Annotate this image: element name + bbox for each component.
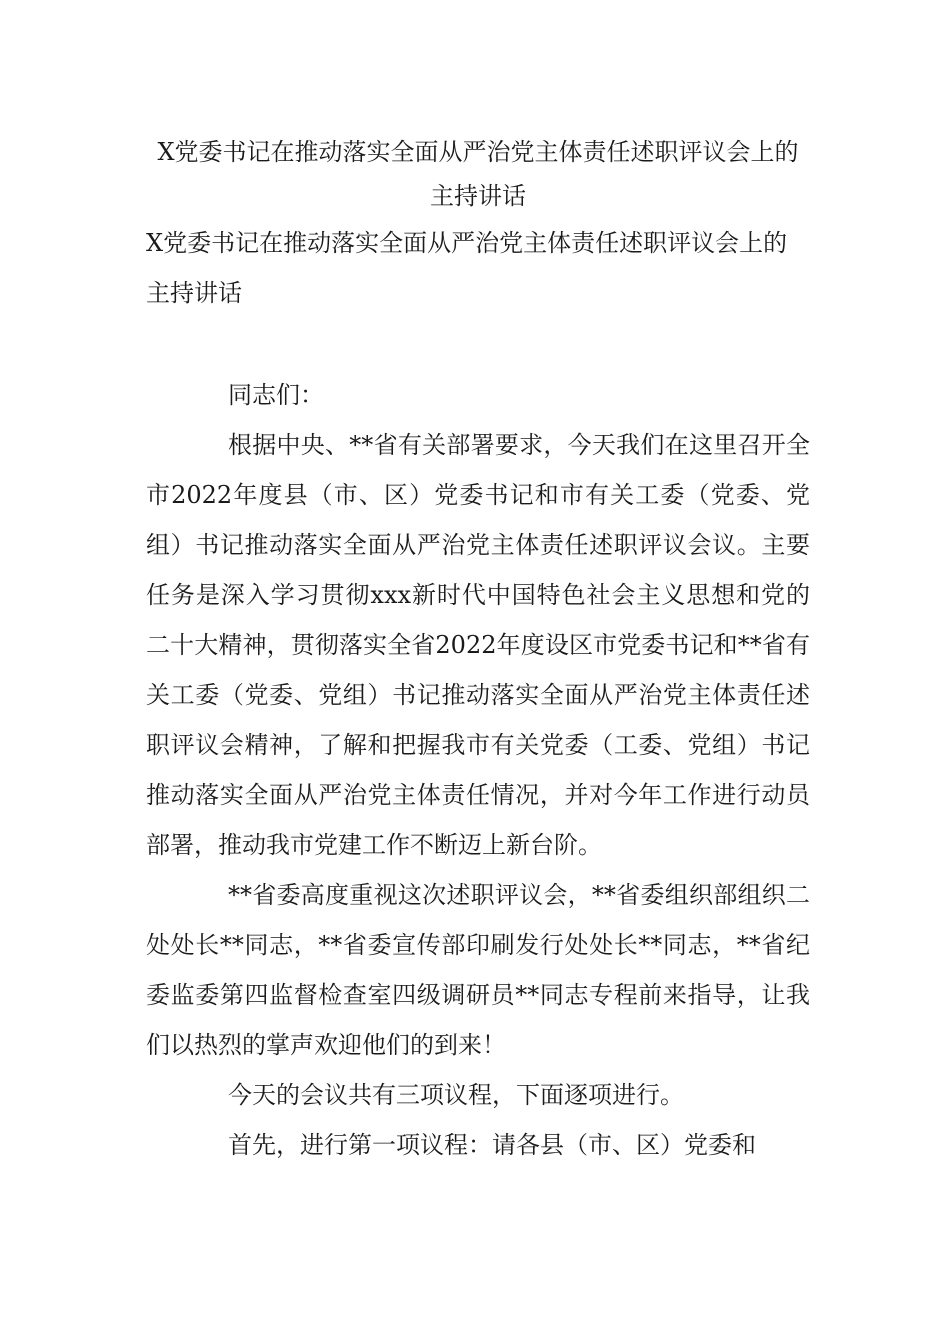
document-page — [146, 130, 810, 1170]
paragraph-1: 根据中央、**省有关部署要求，今天我们在这里召开全市2022年度县（市、区）党委书记和市有关工委（党委、党组）书记推动落实全面从严治党主体责任述职评议会议。主要任务是深入学习贯彻xxx新时代中国特色社会主义思想和党的二十大精神，贯彻落实全省2022年度设区市党委书记和**省有关工委（党委、党组）书记推动落实全面从严治党主体责任述职评议会精神，了解和把握我市有关党委（工委、党组）书记推动落实全面从严治党主体责任情况，并对今年工作进行动员部署，推动我市党建工作不断迈上新台阶。 — [146, 431, 810, 859]
paragraph-3: 今天的会议共有三项议程，下面逐项进行。 — [228, 1081, 684, 1109]
document-subtitle: X党委书记在推动落实全面从严治党主体责任述职评议会上的主持讲话 — [146, 229, 788, 307]
paragraph-4: 首先，进行第一项议程：请各县（市、区）党委和 — [228, 1131, 756, 1159]
paragraph-2: **省委高度重视这次述职评议会，**省委组织部组织二处处长**同志，**省委宣传部印刷发行处处长**同志，**省纪委监委第四监督检查室四级调研员**同志专程前来指导，让我们以热烈的掌声欢迎他们的到来！ — [146, 881, 810, 1059]
greeting: 同志们： — [228, 381, 324, 409]
document-title: X党委书记在推动落实全面从严治党主体责任述职评议会上的主持讲话 — [157, 138, 799, 210]
blank-line — [146, 318, 810, 370]
